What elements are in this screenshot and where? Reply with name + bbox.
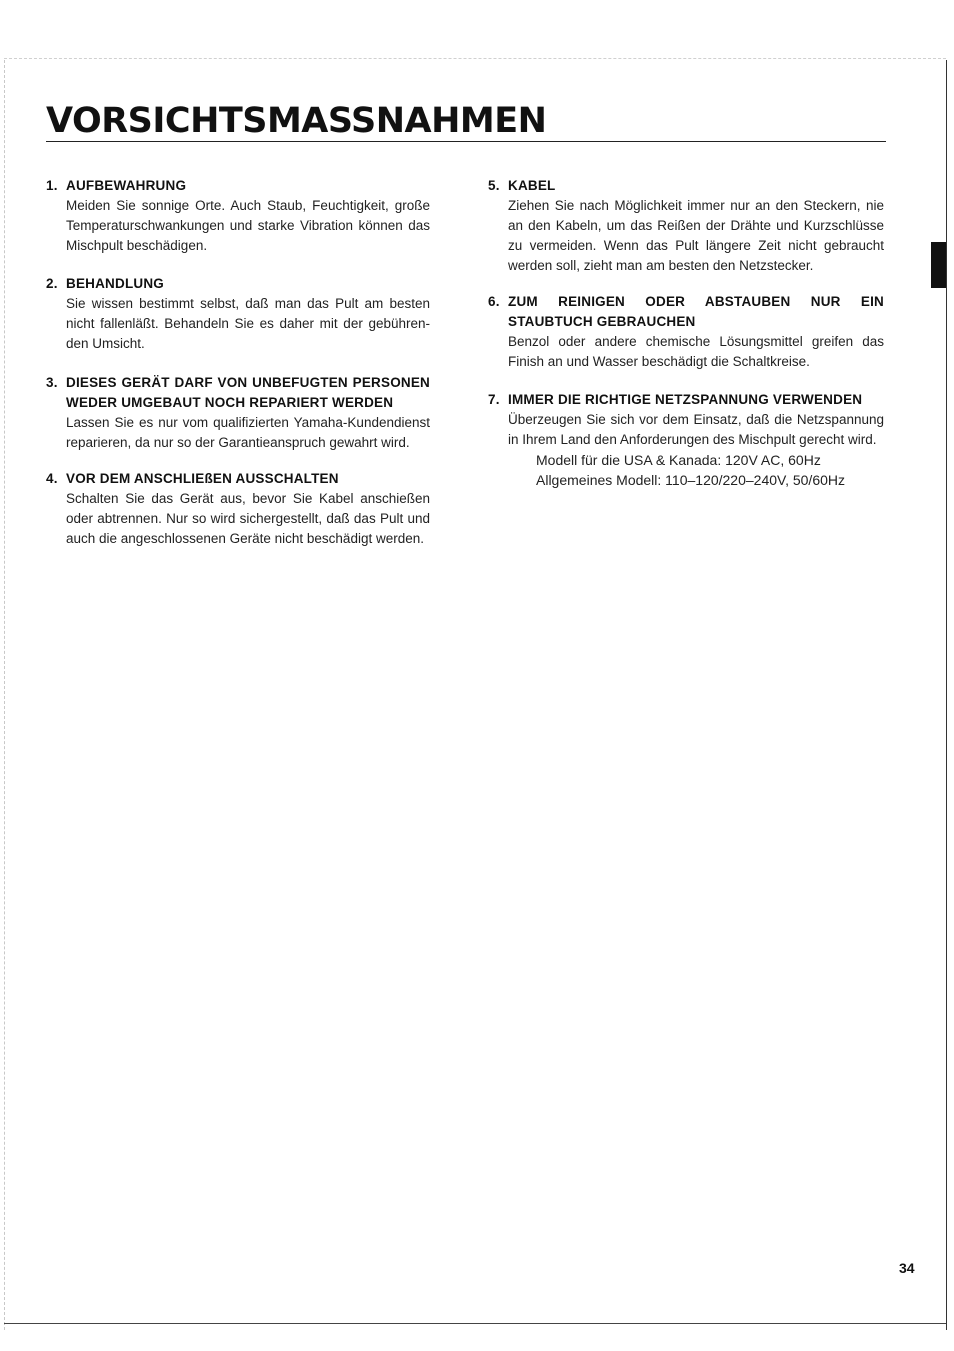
- page-title: VORSICHTSMASSNAHMEN: [46, 101, 547, 141]
- section-title: IMMER DIE RICHTIGE NETZSPANNUNG VERWENDEN: [508, 392, 863, 407]
- section-number: 7.: [488, 392, 500, 407]
- section-number: 1.: [46, 178, 58, 193]
- section-title: DIESES GERÄT DARF VON UNBEFUGTEN PERSONEN WEDER UMGEBAUT NOCH REPARIERT WERDEN: [66, 375, 430, 410]
- right-column: [488, 176, 884, 490]
- section-number: 4.: [46, 471, 58, 486]
- section-cleaning: [488, 292, 884, 372]
- section-body: Benzol oder andere chemische Lösungsmittel greifen das Finish an und Wasser beschädigt die Schaltkreise.: [508, 334, 884, 369]
- section-body: Schalten Sie das Gerät aus, bevor Sie Kabel anschießen oder abtrennen. Nur so wird sichergestellt, daß das Pult und auch die angeschlossenen Geräte nicht beschädigt werden.: [66, 491, 430, 546]
- section-number: 5.: [488, 178, 500, 193]
- spec-usa-canada: Modell für die USA & Kanada: 120V AC, 60Hz: [536, 452, 821, 468]
- page-edge-right: [946, 60, 947, 1330]
- spec-general-model: Allgemeines Modell: 110–120/220–240V, 50/60Hz: [536, 472, 846, 488]
- title-underline: [46, 141, 886, 142]
- section-handling: [46, 274, 430, 354]
- page-edge-left: [4, 60, 5, 1330]
- page-edge-bottom: [4, 1323, 946, 1324]
- section-cables: [488, 176, 884, 276]
- section-number: 3.: [46, 375, 58, 390]
- section-no-modification: [46, 373, 430, 453]
- section-number: 2.: [46, 276, 58, 291]
- section-body: Überzeugen Sie sich vor dem Einsatz, daß die Netzspannung in Ihrem Land den Anforderungen des Mischpult gerecht wird.: [508, 412, 884, 447]
- section-number: 6.: [488, 294, 500, 309]
- section-title: KABEL: [508, 178, 556, 193]
- section-title: ZUM REINIGEN ODER ABSTAUBEN NUR EIN STAUBTUCH GEBRAUCHEN: [508, 294, 884, 329]
- page-edge-top: [4, 58, 946, 59]
- section-title: BEHANDLUNG: [66, 276, 164, 291]
- left-column: [46, 176, 430, 549]
- section-body: Lassen Sie es nur vom qualifizierten Yamaha-Kundendienst reparieren, da nur so der Garantieanspruch gewahrt wird.: [66, 415, 430, 450]
- section-storage: [46, 176, 430, 256]
- section-mains-voltage: [488, 390, 884, 490]
- section-title: AUFBEWAHRUNG: [66, 178, 187, 193]
- section-power-off: [46, 469, 430, 549]
- page-number: 34: [899, 1260, 915, 1276]
- section-body: Ziehen Sie nach Möglichkeit immer nur an den Steckern, nie an den Kabeln, um das Reißen der Drähte und Kurzschlüsse zu vermeiden. Wenn das Pult längere Zeit nicht gebraucht werden soll, zieht man am besten den Netzstecker.: [508, 198, 884, 273]
- section-body: Meiden Sie sonnige Orte. Auch Staub, Feuchtigkeit, große Temperaturschwankungen und starke Vibration können das Mischpult beschädigen.: [66, 198, 430, 253]
- section-title: VOR DEM ANSCHLIEßEN AUSSCHALTEN: [66, 471, 339, 486]
- section-body: Sie wissen bestimmt selbst, daß man das Pult am besten nicht fallenläßt. Behandeln Sie es daher mit der gebühren-den Umsicht.: [66, 296, 430, 351]
- thumb-index-tab: [931, 242, 946, 288]
